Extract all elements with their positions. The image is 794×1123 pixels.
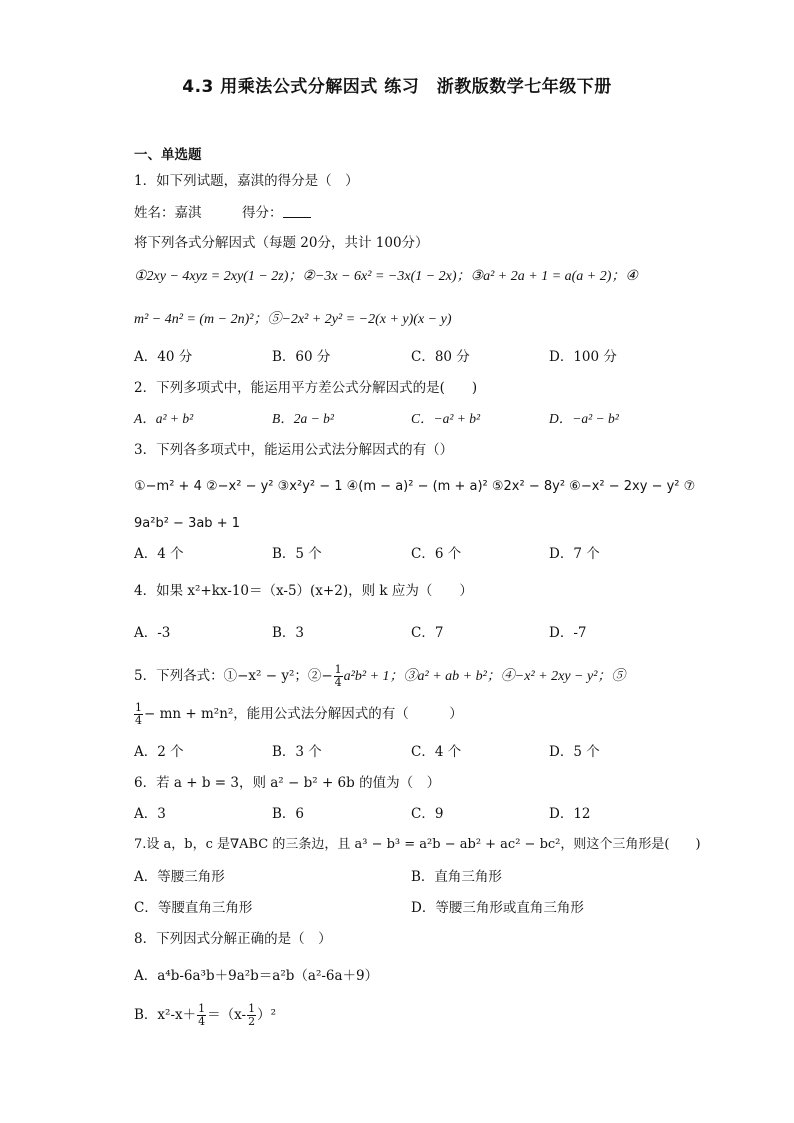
q8-option-b-frac1-num: 1	[198, 1002, 206, 1015]
q8-option-b-frac2-num: 1	[248, 1002, 256, 1015]
q1-stem: 1．如下列试题，嘉淇的得分是（ ）	[134, 173, 359, 189]
q3-option-b[interactable]: B．5 个	[272, 546, 322, 562]
q2-option-a[interactable]: A．a² + b²	[134, 411, 194, 426]
q1-option-b[interactable]: B．60 分	[272, 349, 331, 365]
q6-option-c[interactable]: C．9	[411, 806, 444, 822]
q4-option-c[interactable]: C．7	[411, 625, 444, 641]
q8-option-b-frac1-den: 4	[198, 1015, 206, 1028]
q1-option-a[interactable]: A．40 分	[134, 349, 193, 365]
q5-stem-line-1	[134, 664, 625, 689]
q1-name-text: 姓名：嘉淇 得分：	[134, 205, 283, 221]
q7-option-c[interactable]: C．等腰直角三角形	[134, 900, 253, 916]
q5-fraction-a	[334, 664, 343, 689]
q1-name-line	[134, 204, 311, 222]
q5-fraction-b-den: 4	[135, 714, 142, 727]
q3-option-c[interactable]: C．6 个	[411, 546, 462, 562]
q5-stem-c: − mn + m²n²，能用公式法分解因式的有（ ）	[144, 706, 463, 722]
q5-option-c[interactable]: C．4 个	[411, 744, 462, 760]
q3-stem: 3．下列各多项式中，能运用公式法分解因式的有（）	[134, 442, 454, 458]
q5-fraction-b	[134, 702, 143, 727]
q7-stem: 7.设 a，b，c 是∇ABC 的三条边，且 a³ − b³ = a²b − ab² + ac² − bc²，则这个三角形是( )	[134, 837, 701, 852]
q8-option-b[interactable]	[134, 1003, 276, 1028]
q7-option-d[interactable]: D．等腰三角形或直角三角形	[411, 900, 584, 916]
q6-option-d[interactable]: D．12	[549, 806, 591, 822]
q8-option-b-pre: B．x²-x＋	[134, 1007, 197, 1023]
q5-stem-a: 5．下列各式：①−x² − y²；②−	[134, 668, 333, 684]
q4-option-d[interactable]: D．-7	[549, 625, 587, 641]
q4-option-b[interactable]: B．3	[272, 625, 305, 641]
q8-option-b-fraction-2	[247, 1003, 256, 1028]
q2-option-b[interactable]: B．2a − b²	[272, 411, 334, 426]
q2-stem: 2．下列多项式中，能运用平方差公式分解因式的是( )	[134, 380, 478, 396]
q1-expression-line-2: m² − 4n² = (m − 2n)²；⑤−2x² + 2y² = −2(x + y)(x − y)	[134, 312, 452, 327]
q5-fraction-a-num: 1	[334, 663, 342, 676]
q5-fraction-b-num: 1	[135, 701, 142, 714]
section-heading: 一、单选题	[134, 147, 202, 163]
q5-stem-b: a²b² + 1；③a² + ab + b²；④−x² + 2xy − y²；⑤	[343, 669, 626, 684]
q3-expression-line-2: 9a²b² − 3ab + 1	[134, 516, 240, 531]
q1-expression-line-1: ①2xy − 4xyz = 2xy(1 − 2z)；②−3x − 6x² = −3x(1 − 2x)；③a² + 2a + 1 = a(a + 2)；④	[134, 269, 638, 284]
q1-option-d[interactable]: D．100 分	[549, 349, 617, 365]
q7-option-b[interactable]: B．直角三角形	[411, 869, 502, 885]
q8-option-b-mid: ＝（x-	[207, 1007, 247, 1023]
q2-option-d[interactable]: D．−a² − b²	[549, 411, 619, 426]
q6-option-b[interactable]: B．6	[272, 806, 305, 822]
q6-stem: 6．若 a + b = 3，则 a² − b² + 6b 的值为（ ）	[134, 775, 441, 791]
q8-stem: 8．下列因式分解正确的是（ ）	[134, 931, 332, 947]
q3-option-a[interactable]: A．4 个	[134, 546, 184, 562]
q5-option-a[interactable]: A．2 个	[134, 744, 184, 760]
q1-instruction: 将下列各式分解因式（每题 20分，共计 100分）	[134, 235, 429, 251]
page-title: 4.3 用乘法公式分解因式 练习 浙教版数学七年级下册	[182, 77, 612, 97]
q4-option-a[interactable]: A．-3	[134, 625, 171, 641]
q5-stem-line-2	[134, 702, 463, 727]
q6-option-a[interactable]: A．3	[134, 806, 166, 822]
q5-option-d[interactable]: D．5 个	[549, 744, 600, 760]
q4-stem: 4．如果 x²+kx-10＝（x-5）(x+2)，则 k 应为（ ）	[134, 583, 473, 599]
q5-option-b[interactable]: B．3 个	[272, 744, 322, 760]
q8-option-a[interactable]: A．a⁴b-6a³b＋9a²b＝a²b（a²-6a＋9）	[134, 968, 379, 984]
q7-option-a[interactable]: A．等腰三角形	[134, 869, 225, 885]
q3-expression-line-1: ①−m² + 4 ②−x² − y² ③x²y² − 1 ④(m − a)² − (m + a)² ⑤2x² − 8y² ⑥−x² − 2xy − y² ⑦	[134, 479, 696, 494]
q8-option-b-post: ）²	[257, 1007, 276, 1023]
q8-option-b-frac2-den: 2	[248, 1015, 256, 1028]
score-blank	[283, 204, 311, 218]
q3-option-d[interactable]: D．7 个	[549, 546, 600, 562]
q5-fraction-a-den: 4	[334, 676, 342, 689]
q2-option-c[interactable]: C．−a² + b²	[411, 411, 481, 426]
q1-option-c[interactable]: C．80 分	[411, 349, 470, 365]
q8-option-b-fraction-1	[197, 1003, 206, 1028]
